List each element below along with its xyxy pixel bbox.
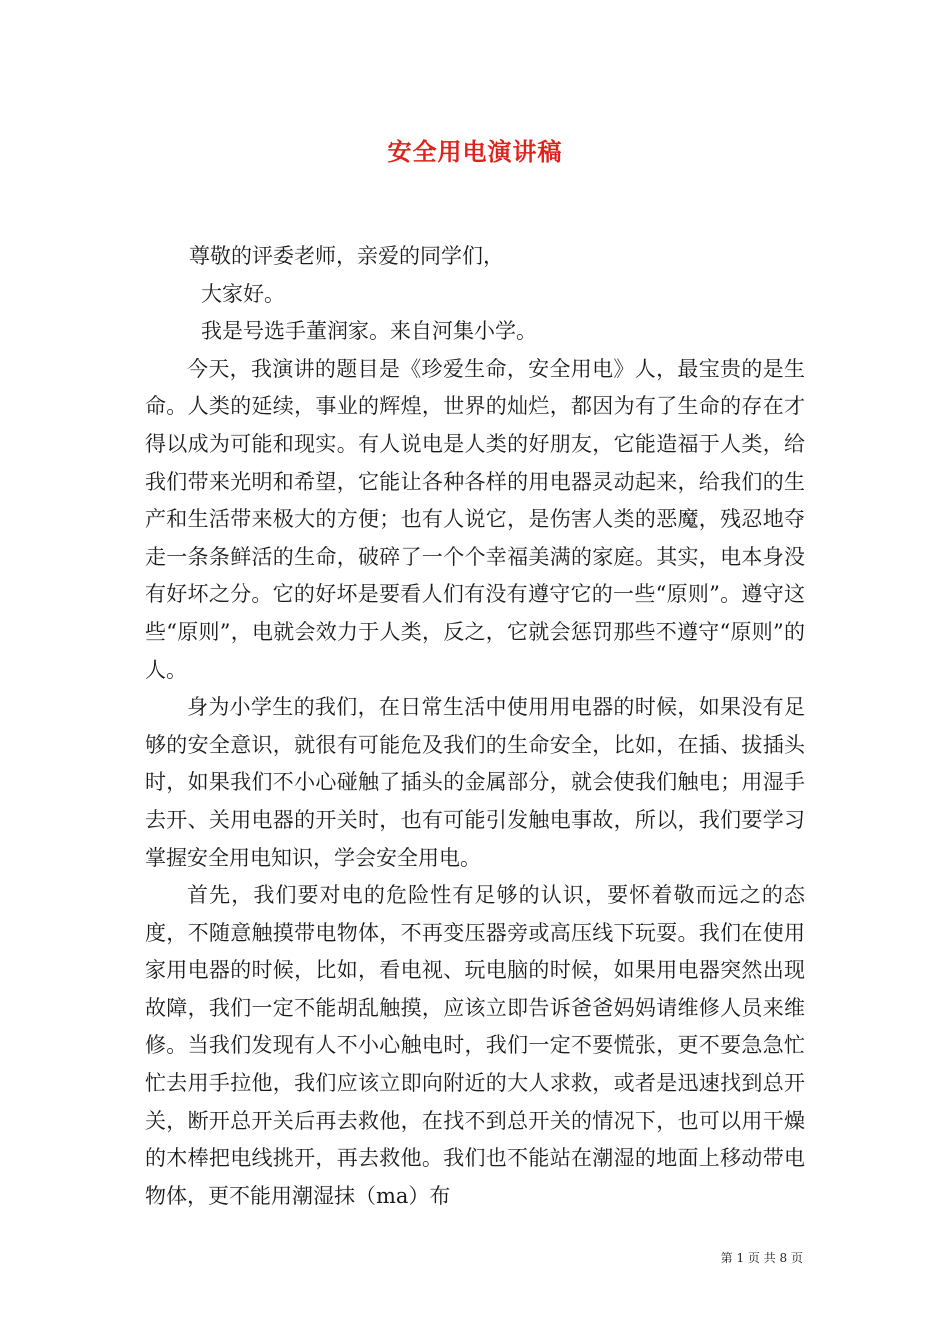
salutation-paragraph: 尊敬的评委老师，亲爱的同学们， bbox=[189, 244, 504, 268]
document-body bbox=[145, 238, 805, 1215]
document-title: 安全用电演讲稿 bbox=[387, 137, 563, 166]
body-paragraph-students: 身为小学生的我们，在日常生活中使用用电器的时候，如果没有足够的安全意识，就很有可能危及我们的生命安全，比如，在插、拔插头时，如果我们不小心碰触了插头的金属部分，就会使我们触电；用湿手去开、关用电器的开关时，也有可能引发触电事故，所以，我们要学习掌握安全用电知识，学会安全用电。 bbox=[145, 695, 805, 870]
introduction-paragraph: 我是号选手董润家。来自河集小学。 bbox=[201, 319, 537, 344]
body-paragraph-topic: 今天，我演讲的题目是《珍爱生命，安全用电》人，最宝贵的是生命。人类的延续，事业的辉煌，世界的灿烂，都因为有了生命的存在才得以成为可能和现实。有人说电是人类的好朋友，它能造福于人类，给我们带来光明和希望，它能让各种各样的用电器灵动起来，给我们的生产和生活带来极大的方便；也有人说它，是伤害人类的恶魔，残忍地夺走一条条鲜活的生命，破碎了一个个幸福美满的家庭。其实，电本身没有好坏之分。它的好坏是要看人们有没有遵守它的一些“原则”。遵守这些“原则”，电就会效力于人类，反之，它就会惩罚那些不遵守“原则”的人。 bbox=[145, 356, 805, 682]
page-number-footer: 第 1 页 共 8 页 bbox=[720, 1251, 803, 1265]
body-paragraph-first: 首先，我们要对电的危险性有足够的认识，要怀着敬而远之的态度，不随意触摸带电物体，不再变压器旁或高压线下玩耍。我们在使用家用电器的时候，比如，看电视、玩电脑的时候，如果用电器突然出现故障，我们一定不能胡乱触摸，应该立即告诉爸爸妈妈请维修人员来维修。当我们发现有人不小心触电时，我们一定不要慌张，更不要急急忙忙去用手拉他，我们应该立即向附近的大人求救，或者是迅速找到总开关，断开总开关后再去救他，在找不到总开关的情况下，也可以用干燥的木棒把电线挑开，再去救他。我们也不能站在潮湿的地面上移动带电物体，更不能用潮湿抹（ma）布 bbox=[145, 883, 805, 1208]
greeting-paragraph: 大家好。 bbox=[201, 281, 285, 306]
